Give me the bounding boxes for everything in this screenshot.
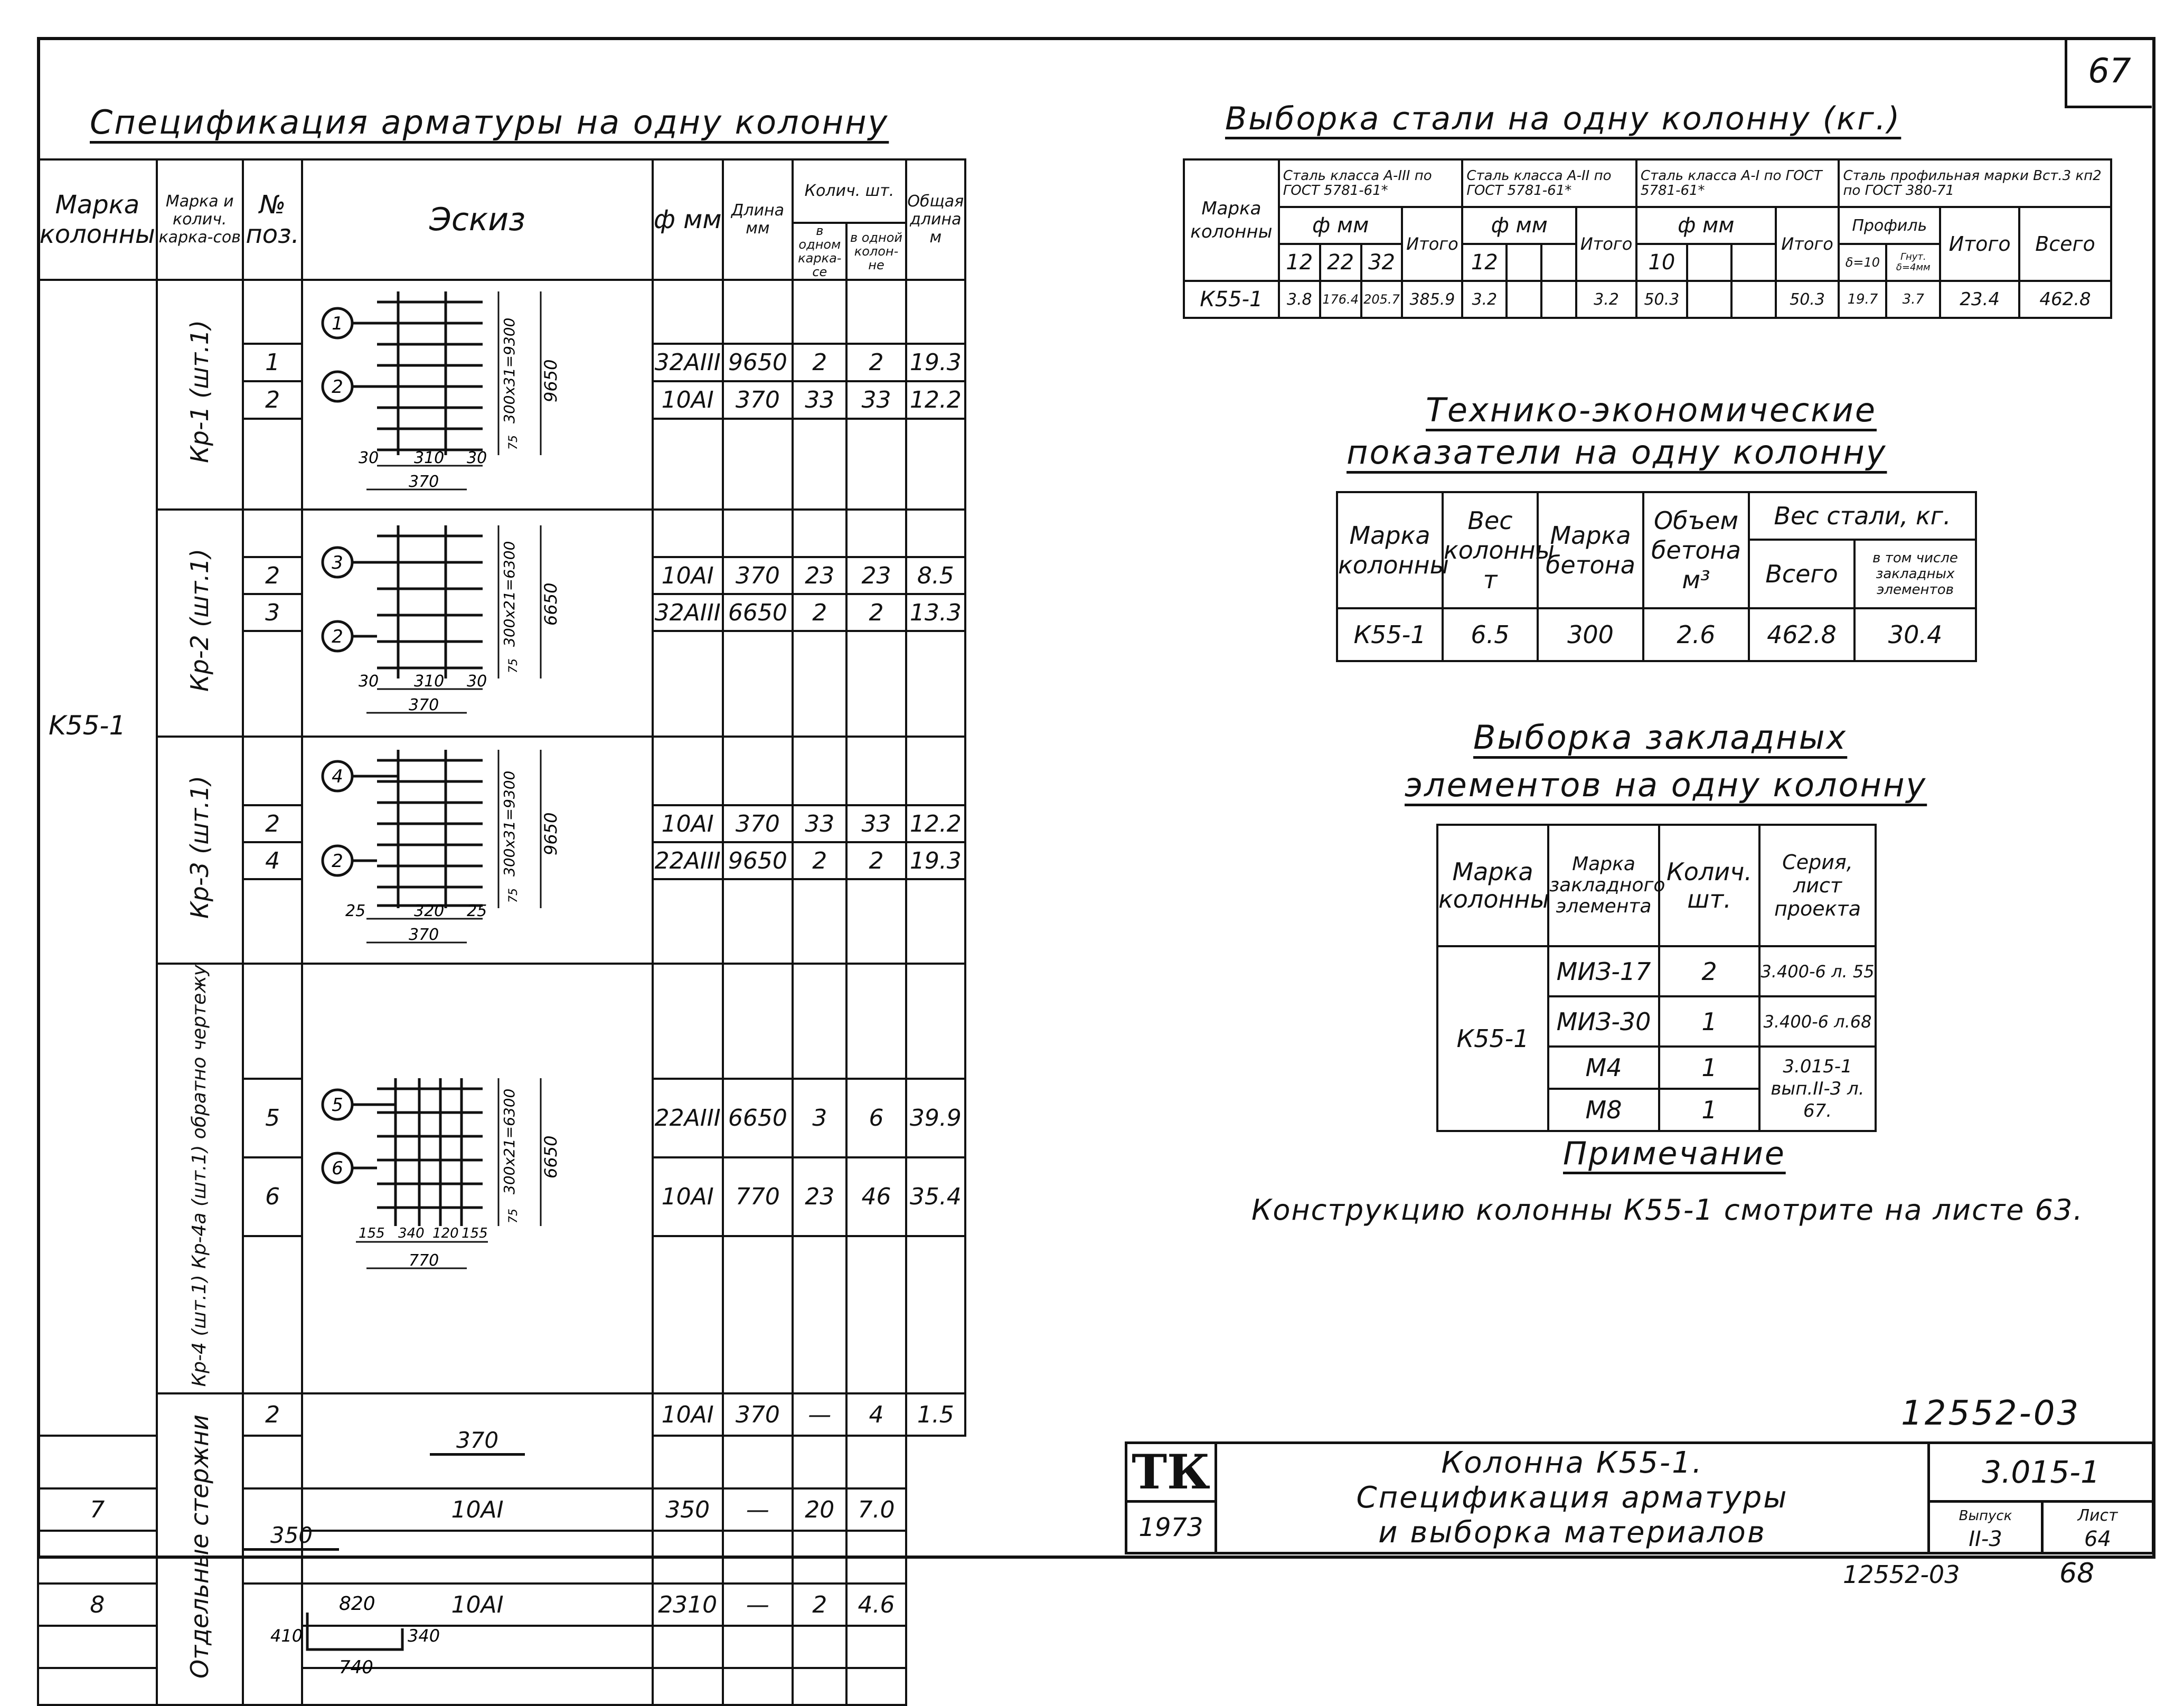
sketch-bar-350 <box>243 1488 313 1584</box>
frame-group <box>157 280 243 510</box>
bottom-number: 12552-03 <box>1843 1560 1960 1589</box>
tech-hdr-steel-emb: в том числе закладных элементов <box>1854 540 1976 608</box>
hdr-frame-mark: Марка и колич. карка-сов <box>157 159 243 280</box>
sel-mark: К55-1 <box>1184 281 1279 318</box>
row-qty-frame: 3 <box>793 1079 846 1157</box>
row-qty-frame: 33 <box>793 805 846 842</box>
row-total: 12.2 <box>906 805 965 842</box>
emb-hdr-elem: Марка закладного элемента <box>1548 825 1659 946</box>
hdr-sketch: Эскиз <box>302 159 653 280</box>
frame-label: Кр-2 (шт.1) <box>185 548 214 692</box>
row-pos: 2 <box>243 805 302 842</box>
row-pos: 5 <box>243 1079 302 1157</box>
emb-elem: М8 <box>1548 1089 1659 1131</box>
dim-left: 30 <box>359 449 379 467</box>
hdr-column-mark: Марка колонны <box>38 159 157 280</box>
tech-volume: 2.6 <box>1643 608 1749 661</box>
row-qty-frame: 33 <box>793 381 846 419</box>
tech-mark: К55-1 <box>1337 608 1443 661</box>
sel-hdr-a1: Сталь класса А-I по ГОСТ 5781-61* <box>1636 159 1839 207</box>
row-total: 8.5 <box>906 557 965 594</box>
sel-hdr-profile: Сталь профильная марки Вст.3 кп2 по ГОСТ 380-71 <box>1839 159 2111 207</box>
sel-hdr-p1: δ=10 <box>1839 244 1886 281</box>
sel-hdr-mark: Марка колонны <box>1184 159 1279 281</box>
sel-p1: 19.7 <box>1839 281 1886 318</box>
stamp-sheet-label: Лист <box>2077 1506 2118 1525</box>
emb-qty: 1 <box>1659 996 1759 1047</box>
row-total: 13.3 <box>906 594 965 631</box>
dim-right: 30 <box>467 449 487 467</box>
dim-left: 155 <box>359 1225 385 1241</box>
hdr-qty-column: в одной колон-не <box>846 223 906 280</box>
row-qty-column: 2 <box>846 594 906 631</box>
sel-c10: 50.3 <box>1636 281 1687 318</box>
row-pos: 7 <box>38 1488 157 1531</box>
row-qty-frame: 23 <box>793 557 846 594</box>
row-dia: 10АI <box>302 1584 653 1626</box>
row-total: 19.3 <box>906 344 965 381</box>
row-total: 4.6 <box>846 1584 906 1626</box>
frame-side-note: K55-1 <box>49 710 126 741</box>
row-qty-column: 2 <box>846 842 906 879</box>
row-total: 12.2 <box>906 381 965 419</box>
dim-left: 25 <box>345 901 366 920</box>
sel-hdr-dia: ф мм <box>1279 207 1402 244</box>
callout-number: 4 <box>332 766 343 787</box>
sel-hdr-dia: ф мм <box>1636 207 1776 244</box>
tech-steel-total: 462.8 <box>1749 608 1854 661</box>
callout-number: 6 <box>332 1157 343 1179</box>
dim-end: 75 <box>507 435 521 450</box>
dim-width: 770 <box>409 1251 439 1270</box>
dim-width: 370 <box>409 695 439 714</box>
sel-hdr-total: Итого <box>1402 207 1462 281</box>
tech-hdr-concrete: Марка бетона <box>1538 492 1643 608</box>
spec-table <box>37 158 966 1706</box>
row-pos: 6 <box>243 1157 302 1236</box>
frame-label: Кр-1 (шт.1) <box>185 320 214 464</box>
stamp-issue-value: II-3 <box>1969 1526 2002 1551</box>
bar8-left: 410 <box>270 1625 303 1646</box>
row-len: 370 <box>723 557 793 594</box>
frame-group <box>157 964 243 1393</box>
dim-end: 75 <box>507 658 521 673</box>
stamp-year: 1973 <box>1126 1502 1216 1553</box>
row-pos: 2 <box>243 1393 302 1436</box>
row-len: 370 <box>723 381 793 419</box>
frame-label: Отдельные стержни <box>185 1414 214 1679</box>
row-dia: 10АI <box>302 1488 653 1531</box>
sketch-cell-k1 <box>302 280 653 510</box>
stamp-title-line3: и выборка материалов <box>1378 1515 1766 1550</box>
hdr-qty: Колич. шт. <box>793 159 906 223</box>
row-qty-frame: 2 <box>793 594 846 631</box>
hdr-pos: № поз. <box>243 159 302 280</box>
sel-a32: 205.7 <box>1361 281 1402 318</box>
frame-label: Кр-4 (шт.1) Кр-4а (шт.1) обратно чертежу <box>189 965 211 1387</box>
spec-title: Спецификация арматуры на одну колонну <box>90 103 889 142</box>
sel-hdr-profile-name: Профиль <box>1839 207 1940 244</box>
row-pos: 8 <box>38 1584 157 1626</box>
tech-title-2: показатели на одну колонну <box>1347 433 1887 472</box>
sel-c-total: 50.3 <box>1776 281 1839 318</box>
tech-steel-emb: 30.4 <box>1854 608 1976 661</box>
embedded-title-2: элементов на одну колонну <box>1405 766 1927 804</box>
stamp-issue <box>1929 1502 2042 1553</box>
row-qty-frame: — <box>793 1393 846 1436</box>
corner-number: 67 <box>2088 52 2131 91</box>
dim-mid: 340 <box>398 1225 425 1241</box>
row-pos: 2 <box>243 381 302 419</box>
sel-hdr-d32: 32 <box>1361 244 1402 281</box>
emb-mark: К55-1 <box>1437 946 1548 1131</box>
emb-series: 3.400-6 л. 55 <box>1759 946 1876 996</box>
sel-hdr-d12b: 12 <box>1462 244 1507 281</box>
dim-end: 75 <box>507 1208 521 1223</box>
row-total: 35.4 <box>906 1157 965 1236</box>
sel-p2: 3.7 <box>1886 281 1940 318</box>
sel-all: 462.8 <box>2019 281 2111 318</box>
sketch-cell-k4 <box>302 964 653 1393</box>
emb-hdr-mark: Марка колонны <box>1437 825 1548 946</box>
tech-hdr-mark: Марка колонны <box>1337 492 1443 608</box>
stamp-title-line1: Колонна К55-1. <box>1441 1446 1703 1480</box>
row-pos: 2 <box>243 557 302 594</box>
emb-hdr-qty: Колич. шт. <box>1659 825 1759 946</box>
row-len: 9650 <box>723 842 793 879</box>
row-len: 370 <box>723 1393 793 1436</box>
sel-hdr-dia: ф мм <box>1462 207 1576 244</box>
dim-height: 6650 <box>541 582 561 626</box>
row-pos: 1 <box>243 344 302 381</box>
dim-mid: 320 <box>414 901 445 920</box>
sel-p-total: 23.4 <box>1940 281 2019 318</box>
row-dia: 10АI <box>653 557 723 594</box>
sel-a12: 3.8 <box>1279 281 1320 318</box>
row-qty-frame: 2 <box>793 344 846 381</box>
emb-elem: МИЗ-30 <box>1548 996 1659 1047</box>
bar-length: 370 <box>430 1427 525 1456</box>
row-len: 350 <box>653 1488 723 1531</box>
row-qty-column: 46 <box>846 1157 906 1236</box>
sketch-bar-370 <box>302 1393 653 1488</box>
sketch-cell-k2 <box>302 510 653 737</box>
frame-group <box>157 737 243 964</box>
row-pos: 3 <box>243 594 302 631</box>
tech-hdr-steel: Вес стали, кг. <box>1749 492 1976 540</box>
dim-spacing: 300x31=9300 <box>501 770 519 876</box>
stamp-issue-label: Выпуск <box>1959 1507 2012 1524</box>
emb-series: 3.015-1 вып.II-3 л. 67. <box>1759 1047 1876 1131</box>
frame-sketch-k3 <box>308 739 646 956</box>
hdr-diameter: ф мм <box>653 159 723 280</box>
title-block <box>1125 1441 2154 1554</box>
dim-end: 75 <box>507 888 521 903</box>
note-title: Примечание <box>1563 1135 1786 1172</box>
sel-hdr-total: Итого <box>1576 207 1636 281</box>
emb-hdr-series: Серия, лист проекта <box>1759 825 1876 946</box>
row-pos: 4 <box>243 842 302 879</box>
stamp-series: 3.015-1 <box>1929 1443 2153 1502</box>
tech-table <box>1336 491 1977 662</box>
dim-height: 6650 <box>541 1135 561 1179</box>
sel-hdr-a2: Сталь класса А-II по ГОСТ 5781-61* <box>1462 159 1636 207</box>
frame-sketch-k1 <box>308 281 646 503</box>
dim-width: 370 <box>409 925 439 944</box>
note-text: Конструкцию колонны К55-1 смотрите на листе 63. <box>1251 1193 2084 1227</box>
row-qty-column: 23 <box>846 557 906 594</box>
tech-title-1: Технико-экономические <box>1426 391 1877 429</box>
dim-mid: 310 <box>414 672 445 691</box>
tech-hdr-weight: Вес колонны т <box>1443 492 1538 608</box>
bent-bar-sketch <box>244 1591 476 1692</box>
stamp-title-line2: Спецификация арматуры <box>1356 1481 1788 1515</box>
sketch-cell-k3 <box>302 737 653 964</box>
sel-hdr-d10: 10 <box>1636 244 1687 281</box>
tech-weight: 6.5 <box>1443 608 1538 661</box>
bar8-top: 820 <box>338 1592 375 1615</box>
row-total: 39.9 <box>906 1079 965 1157</box>
row-qty-frame: — <box>723 1488 793 1531</box>
row-dia: 32АIII <box>653 594 723 631</box>
frame-group <box>157 510 243 737</box>
sel-b12: 3.2 <box>1462 281 1507 318</box>
callout-number: 2 <box>332 850 343 872</box>
sel-hdr-all: Всего <box>2019 207 2111 281</box>
dim-spacing: 300x21=6300 <box>501 1088 519 1194</box>
hdr-length: Длина мм <box>723 159 793 280</box>
frame-sketch-k2 <box>308 515 646 726</box>
row-total: 7.0 <box>846 1488 906 1531</box>
sel-hdr-a3: Сталь класса А-III по ГОСТ 5781-61* <box>1279 159 1463 207</box>
row-qty-frame: — <box>723 1584 793 1626</box>
sel-a22: 176.4 <box>1320 281 1361 318</box>
sel-hdr-total: Итого <box>1776 207 1839 281</box>
tech-hdr-steel-total: Всего <box>1749 540 1854 608</box>
dim-width: 370 <box>409 473 439 491</box>
sel-hdr-d12: 12 <box>1279 244 1320 281</box>
row-qty-column: 6 <box>846 1079 906 1157</box>
stamp-sheet <box>2042 1502 2153 1553</box>
embedded-table <box>1436 824 1877 1132</box>
callout-number: 2 <box>332 376 343 398</box>
emb-elem: МИЗ-17 <box>1548 946 1659 996</box>
dim-right: 30 <box>467 672 487 691</box>
row-qty-frame: 23 <box>793 1157 846 1236</box>
row-dia: 10АI <box>653 1393 723 1436</box>
tech-concrete: 300 <box>1538 608 1643 661</box>
row-qty-column: 33 <box>846 381 906 419</box>
dim-spacing: 300x31=9300 <box>501 317 519 423</box>
row-len: 370 <box>723 805 793 842</box>
callout-number: 3 <box>332 552 343 573</box>
dim-spacing: 300x21=6300 <box>501 541 519 647</box>
row-qty-column: 20 <box>793 1488 846 1531</box>
row-len: 9650 <box>723 344 793 381</box>
dim-right: 155 <box>462 1225 488 1241</box>
bar8-right: 340 <box>407 1625 440 1646</box>
sel-hdr-profile-total: Итого <box>1940 207 2019 281</box>
dim-height: 9650 <box>541 812 561 855</box>
selection-title: Выборка стали на одну колонну (кг.) <box>1225 100 1901 137</box>
row-dia: 10АI <box>653 805 723 842</box>
frame-label: Кр-3 (шт.1) <box>185 775 214 919</box>
sel-a-total: 385.9 <box>1402 281 1462 318</box>
embedded-title-1: Выборка закладных <box>1473 718 1848 757</box>
emb-qty: 1 <box>1659 1089 1759 1131</box>
row-total: 1.5 <box>906 1393 965 1436</box>
tech-hdr-volume: Объем бетона м³ <box>1643 492 1749 608</box>
emb-qty: 2 <box>1659 946 1759 996</box>
dim-mid2: 120 <box>432 1225 459 1241</box>
emb-qty: 1 <box>1659 1047 1759 1089</box>
dim-height: 9650 <box>541 359 561 402</box>
frame-group <box>157 1393 243 1705</box>
bar8-bottom: 740 <box>338 1656 373 1678</box>
bottom-page: 68 <box>2059 1558 2095 1589</box>
frame-sketch-k4 <box>308 1068 646 1284</box>
row-total: 19.3 <box>906 842 965 879</box>
row-qty-column: 4 <box>846 1393 906 1436</box>
sel-hdr-d22: 22 <box>1320 244 1361 281</box>
callout-number: 1 <box>332 313 343 334</box>
callout-number: 5 <box>332 1094 343 1116</box>
row-dia: 10АI <box>653 1157 723 1236</box>
row-len: 6650 <box>723 594 793 631</box>
sel-b-total: 3.2 <box>1576 281 1636 318</box>
hdr-qty-frame: в одном карка-се <box>793 223 846 280</box>
dim-mid: 310 <box>414 449 445 467</box>
dim-right: 25 <box>467 901 487 920</box>
row-dia: 10АI <box>653 381 723 419</box>
row-len: 6650 <box>723 1079 793 1157</box>
steel-selection-table <box>1183 158 2112 319</box>
row-qty-column: 2 <box>793 1584 846 1626</box>
row-qty-column: 2 <box>846 344 906 381</box>
callout-number: 2 <box>332 626 343 647</box>
doc-number: 12552-03 <box>1901 1394 2081 1433</box>
stamp-title <box>1216 1443 1929 1553</box>
emb-series: 3.400-6 л.68 <box>1759 996 1876 1047</box>
tk-logo: ТК <box>1126 1443 1216 1502</box>
bar-length: 350 <box>244 1522 339 1551</box>
stamp-sheet-value: 64 <box>2084 1526 2111 1551</box>
row-qty-column: 33 <box>846 805 906 842</box>
sel-hdr-p2: Гнут. δ=4мм <box>1886 244 1940 281</box>
corner-number-box <box>2065 37 2152 108</box>
row-qty-frame: 2 <box>793 842 846 879</box>
row-len: 770 <box>723 1157 793 1236</box>
dim-left: 30 <box>359 672 379 691</box>
row-dia: 22АIII <box>653 1079 723 1157</box>
hdr-total-length: Общая длина м <box>906 159 965 280</box>
row-len: 2310 <box>653 1584 723 1626</box>
row-dia: 22АIII <box>653 842 723 879</box>
emb-elem: М4 <box>1548 1047 1659 1089</box>
row-dia: 32АIII <box>653 344 723 381</box>
